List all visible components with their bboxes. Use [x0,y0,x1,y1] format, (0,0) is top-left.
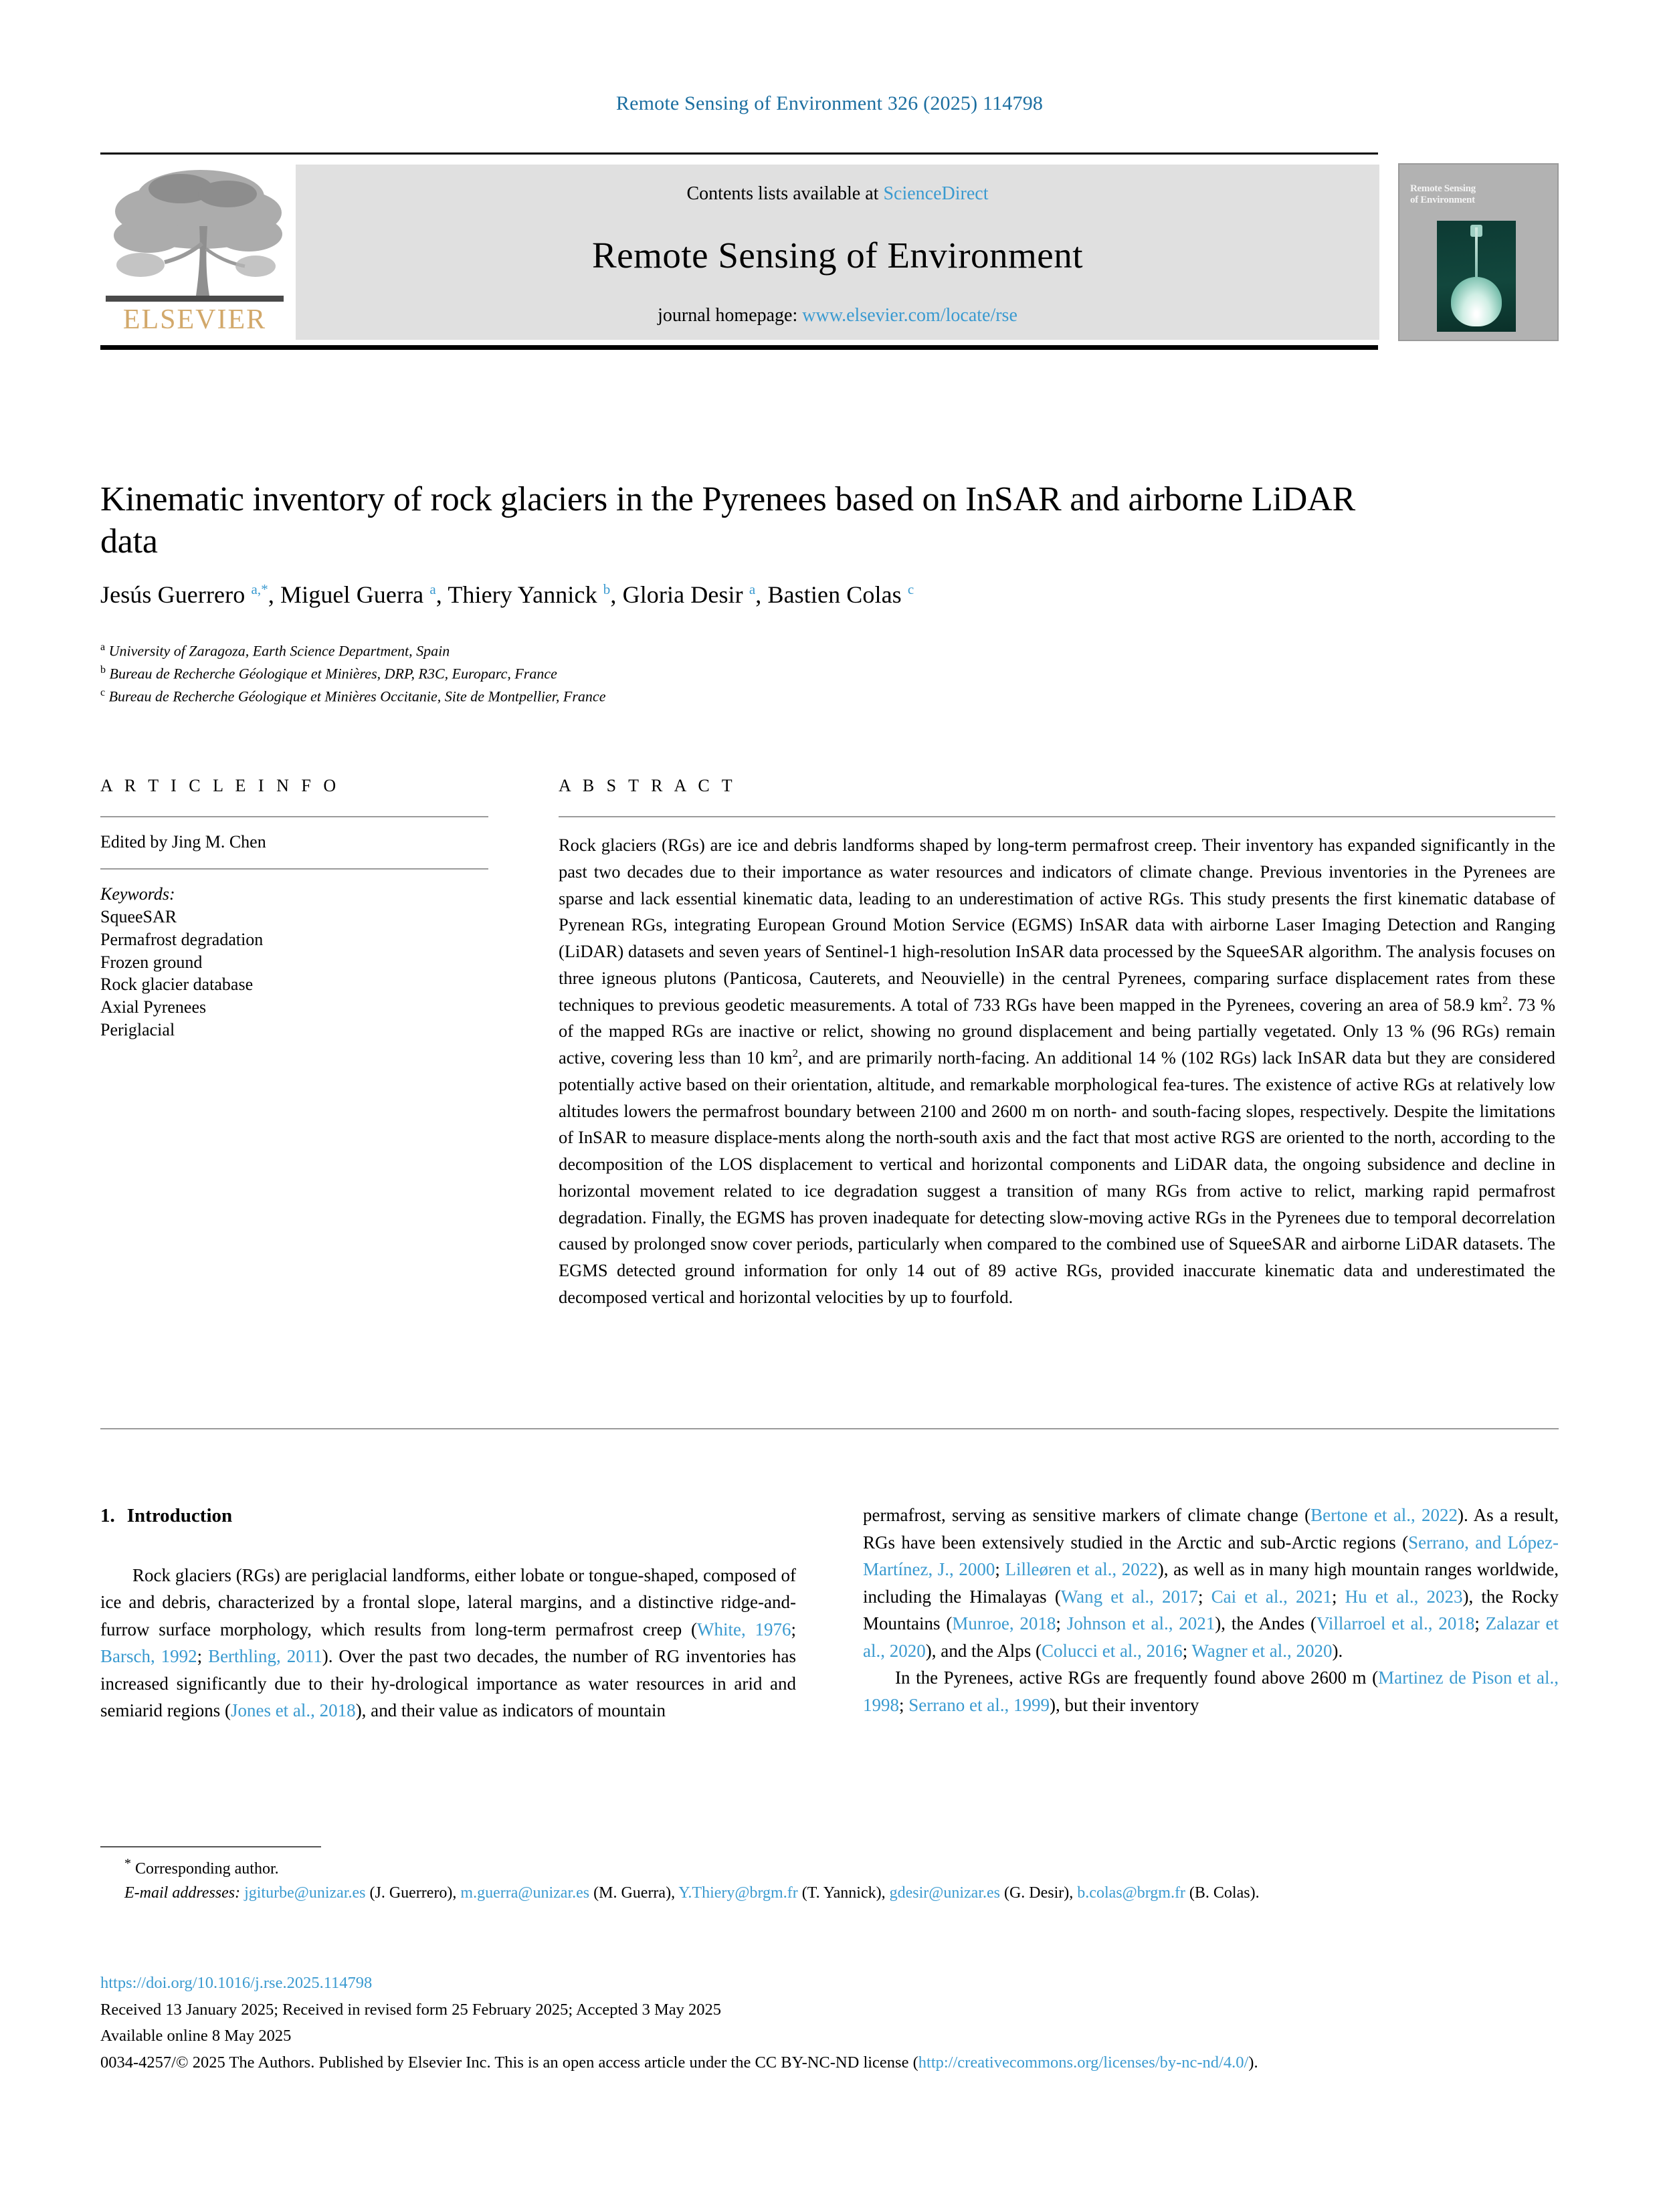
email-addresses-note [100,1882,1559,1906]
keyword-item: Rock glacier database [100,975,254,995]
footnote-block [100,1854,1559,1905]
section-number: 1. [100,1505,115,1526]
publication-info [100,1970,1559,2076]
journal-title: Remote Sensing of Environment [592,235,1083,276]
available-online: Available online 8 May 2025 [100,2027,292,2045]
cover-droplet-icon [1451,277,1502,326]
masthead-bottom-rule [100,345,1378,350]
elsevier-logo [100,165,289,340]
affiliation-list [100,639,1304,707]
corresponding-author-text: Corresponding author. [135,1860,279,1878]
keyword-item: SqueeSAR [100,907,177,926]
abstract-bottom-rule [100,1428,1559,1429]
abstract-heading: A B S T R A C T [559,776,737,795]
section-heading-introduction [100,1502,796,1531]
corresponding-author-note [100,1854,1559,1882]
body-column-right: permafrost, serving as sensitive markers of climate change (Bertone et al., 2022). As a result, RGs have been extensively studied in the Arctic and sub-Arctic regions (Serrano, and López-Martínez, J., 2000; Lilleøren et al., 2022), as well as in many high mountain ranges worldwide, including the Himalayas (Wang et al., 2017; Cai et al., 2021; Hu et al., 2023), the Rocky Mountains (Munroe, 2018; Johnson et al., 2021), the Andes (Villarroel et al., 2018; Zalazar et al., 2020), and the Alps (Colucci et al., 2016; Wagner et al., 2020). In the Pyrenees, active RGs are frequently found above 2600 m (Martinez de Pison et al., 1998; Serrano et al., 1999), but their inventory [863,1505,1559,1715]
journal-banner [296,165,1379,340]
homepage-prefix: journal homepage: [658,305,803,326]
contents-line [296,183,1379,205]
affiliation-marker-b: b [100,664,106,676]
edited-by: Edited by Jing M. Chen [100,832,266,851]
affiliation-a [100,639,1304,662]
masthead-top-rule [100,153,1378,155]
body-column-left [100,1502,796,1724]
affiliation-marker-a: a [100,641,106,653]
affiliation-c [100,685,1304,708]
affiliation-text-b: Bureau de Recherche Géologique et Minières, DRP, R3C, Europarc, France [109,665,557,682]
abstract-rule [559,816,1555,817]
received-dates: Received 13 January 2025; Received in revised form 25 February 2025; Accepted 3 May 2025 [100,2000,722,2019]
asterisk-icon: * [124,1856,131,1871]
keyword-item: Axial Pyrenees [100,997,207,1017]
running-head: Remote Sensing of Environment 326 (2025) 114798 [615,92,1044,114]
page-title: Kinematic inventory of rock glaciers in the Pyrenees based on InSAR and airborne LiDAR data [100,480,1355,561]
keyword-item: Permafrost degradation [100,929,264,949]
article-info-column [100,776,488,1041]
affiliation-text-a: University of Zaragoza, Earth Science Department, Spain [108,642,450,660]
keyword-item: Periglacial [100,1019,175,1039]
affiliation-b [100,662,1304,685]
journal-homepage-link[interactable]: www.elsevier.com/locate/rse [802,305,1017,326]
cover-title-line1: Remote Sensing [1410,183,1476,194]
footnote-separator [100,1846,321,1847]
affiliation-text-c: Bureau de Recherche Géologique et Minières Occitanie, Site de Montpellier, France [108,687,606,704]
article-info-rule-2 [100,868,488,870]
abstract-text: Rock glaciers (RGs) are ice and debris landforms shaped by long-term permafrost creep. Their inventory has expanded significantly in the past two decades due to their importance as water resources and indicators of climate change. Previous inventories in the Pyrenees are sparse and lack essential kinematic data, leading to an underestimation of active RGs. This study presents the first kinematic database of Pyrenean RGs, integrating European Ground Motion Service (EGMS) InSAR data with airborne Laser Imaging Detection and Ranging (LiDAR) datasets and seven years of Sentinel-1 high-resolution InSAR data processed by the SqueeSAR algorithm. The analysis focuses on three igneous plutons (Panticosa, Cauterets, and Neouvielle) in the central Pyrenees, comparing surface displacement rates from these techniques to previous geodetic measurements. A total of 733 RGs have been mapped in the Pyrenees, covering an area of 58.9 $km^2$. 73 % of the mapped RGs are inactive or relict, showing no ground displacement and being partially vegetated. Only 13 % (96 RGs) remain active, covering less than 10 $km^2$, and are primarily north-facing. An additional 14 % (102 RGs) lack InSAR data but they are considered potentially active based on their orientation, altitude, and remarkable morphological fea-tures. The existence of active RGs at relatively low altitudes lowers the permafrost boundary between 2100 and 2600 m on north- and south-facing slopes, respectively. Despite the limitations of InSAR to measure displace-ments along the north-south axis and the fact that most active RGS are oriented to the north, according to the decomposition of the LOS displacement to vertical and horizontal components and LiDAR data, the ongoing subsidence and decline in horizontal movement related to ice degradation suggest a transition of many RGs from active to relict, marking rapid permafrost degradation. Finally, the EGMS has proven inadequate for detecting slow-moving active RGs in the Pyrenees due to temporal decorrelation caused by prolonged snow cover periods, particularly when compared to the combined use of SqueeSAR and airborne LiDAR datasets. The EGMS detected ground information for only 14 out of 89 active RGs, provided inaccurate kinematic data and underestimated the decomposed vertical and horizontal velocities by up to fourfold. [559,835,1555,1307]
article-info-heading: A R T I C L E I N F O [100,776,340,795]
cover-artwork [1437,221,1516,332]
affiliation-marker-c: c [100,686,106,698]
section-title: Introduction [126,1505,233,1526]
body-columns [100,1502,1559,1849]
cover-title-text [1410,183,1551,205]
journal-masthead [100,153,1559,346]
article-info-rule-1 [100,816,488,817]
contents-prefix: Contents lists available at [686,183,884,204]
copyright-license: 0034-4257/© 2025 The Authors. Published by Elsevier Inc. This is an open access article under the CC BY-NC-ND license (http://creativecommons.org/licenses/by-nc-nd/4.0/). [100,2053,1258,2072]
cover-title-line2: of Environment [1410,194,1475,205]
intro-paragraph-1: Rock glaciers (RGs) are periglacial landforms, either lobate or tongue-shaped, composed of ice and debris, characterized by a frontal slope, lateral margins, and a distinctive ridge-and-furrow surface morphology, which results from long-term permafrost creep (White, 1976; Barsch, 1992; Berthling, 2011). Over the past two decades, the number of RG inventories has increased significantly due to their hy-drological importance as water resources in arid and semiarid regions (Jones et al., 2018), and their value as indicators of mountain [100,1565,796,1720]
keyword-item: Frozen ground [100,952,203,972]
abstract-column [559,776,1555,1311]
journal-cover-thumbnail [1398,163,1559,341]
author-list: Jesús Guerrero $^{a,*}$, Miguel Guerra $^a$, Thiery Yannick $^b$, Gloria Desir $^a$, Bastien Colas $^c$ [100,581,914,608]
email-label: E-mail addresses: [124,1884,241,1902]
elsevier-tree-icon [100,165,289,318]
journal-homepage-line [296,305,1379,326]
elsevier-wordmark: ELSEVIER [122,304,267,335]
email-addresses[interactable]: jgiturbe@unizar.es (J. Guerrero), m.guerra@unizar.es (M. Guerra), Y.Thiery@brgm.fr (T. Yannick), gdesir@unizar.es (G. Desir), b.colas@brgm.fr (B. Colas). [244,1884,1260,1902]
sciencedirect-link[interactable]: ScienceDirect [883,183,989,204]
keywords-label: Keywords: [100,884,175,904]
doi-link[interactable]: https://doi.org/10.1016/j.rse.2025.114798 [100,1974,373,1992]
